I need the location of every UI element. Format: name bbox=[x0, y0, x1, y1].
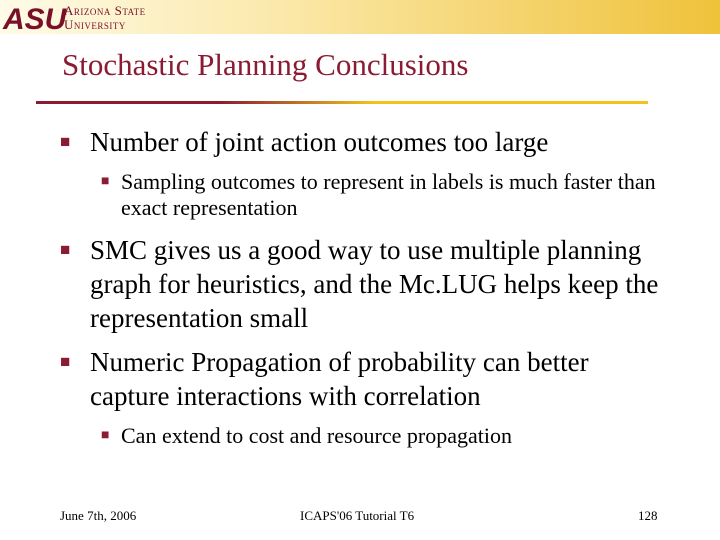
university-logo bbox=[0, 0, 146, 34]
bullet-item bbox=[60, 233, 670, 335]
footer-event: ICAPS'06 Tutorial T6 bbox=[300, 508, 415, 523]
logo-line-2: University bbox=[64, 16, 126, 32]
slide-title: Stochastic Planning Conclusions bbox=[62, 47, 469, 82]
bullet-text: Number of joint action outcomes too large bbox=[90, 127, 549, 157]
asu-logo-icon bbox=[2, 2, 67, 36]
sub-bullet-item bbox=[101, 423, 661, 449]
sub-bullet-text: Sampling outcomes to represent in labels is much faster than exact representation bbox=[121, 169, 656, 220]
bullet-item bbox=[60, 125, 670, 159]
bullet-text: Numeric Propagation of probability can better capture interactions with correlation bbox=[90, 347, 589, 411]
title-underline bbox=[36, 101, 648, 104]
logo-line-1: Arizona State bbox=[64, 2, 146, 18]
svg-text:ASU: ASU bbox=[3, 3, 67, 36]
logo-wordmark bbox=[64, 4, 146, 31]
bullet-text: SMC gives us a good way to use multiple planning graph for heuristics, and the Mc.LUG helps keep the representation small bbox=[90, 235, 659, 333]
page-number: 128 bbox=[638, 508, 658, 523]
square-bullet-icon: ■ bbox=[60, 352, 71, 371]
square-bullet-icon: ■ bbox=[101, 174, 110, 189]
sub-bullet-item bbox=[101, 169, 661, 221]
square-bullet-icon: ■ bbox=[60, 240, 71, 259]
square-bullet-icon: ■ bbox=[101, 428, 110, 443]
footer-date: June 7th, 2006 bbox=[60, 508, 137, 523]
bullet-item bbox=[60, 345, 670, 413]
sub-bullet-text: Can extend to cost and resource propagation bbox=[121, 423, 512, 448]
square-bullet-icon: ■ bbox=[60, 132, 71, 151]
